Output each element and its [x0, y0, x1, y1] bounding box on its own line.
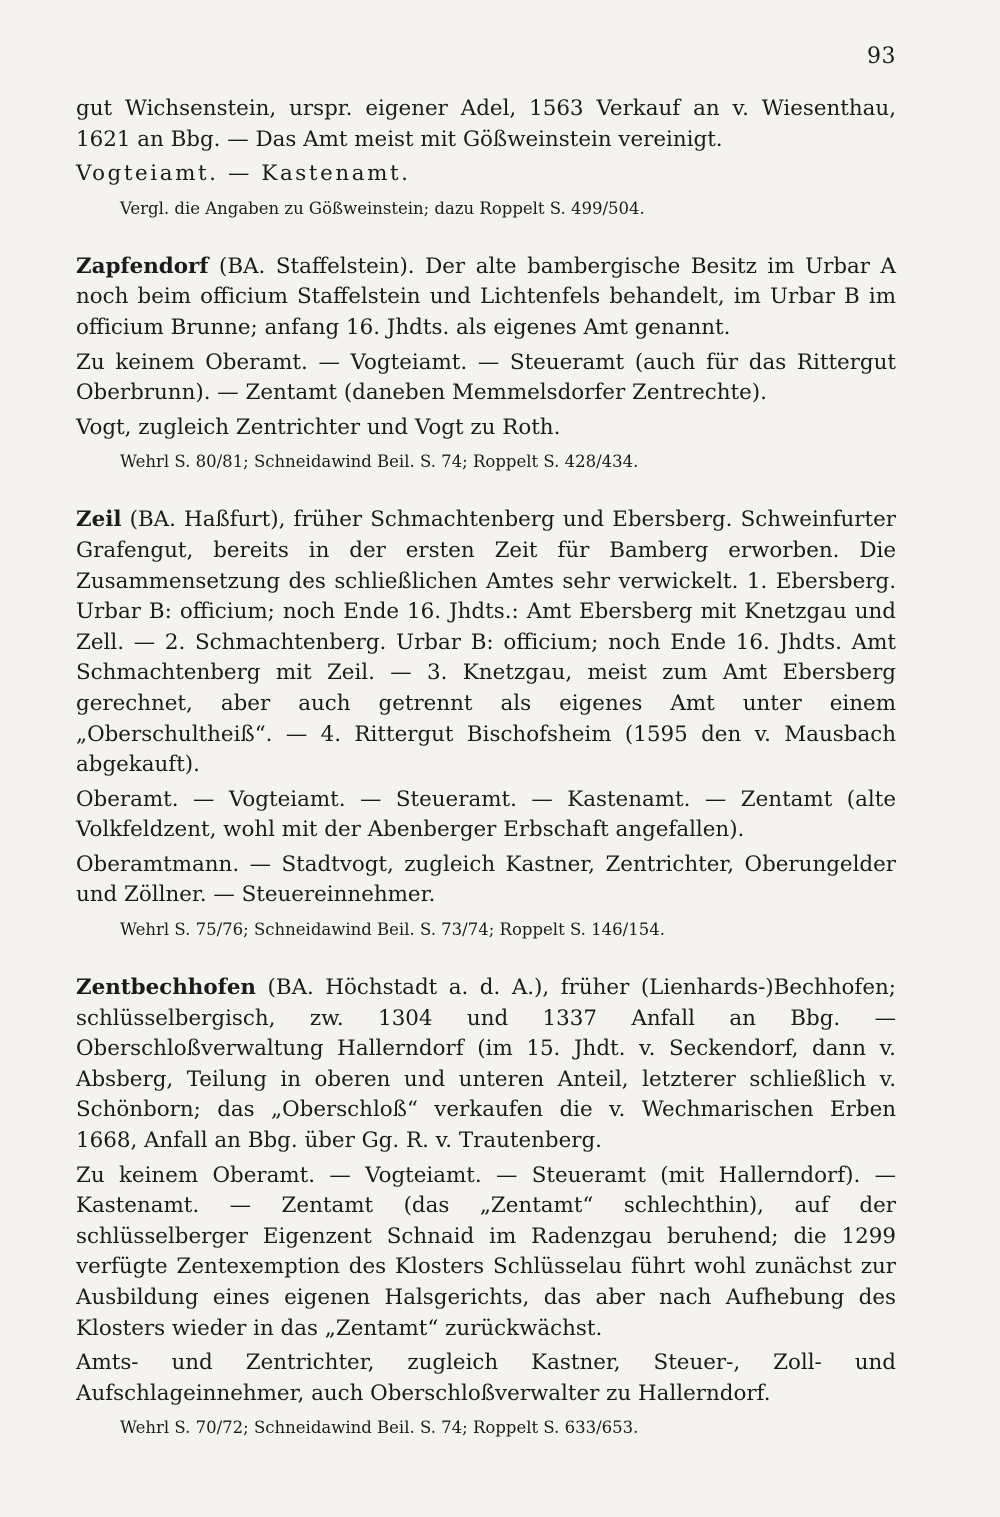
- entry-text: (BA. Staffelstein). Der alte bambergische Besitz im Urbar A noch beim officium Staffelstein und Lichtenfels behandelt, im Urbar B im officium Brunne; anfang 16. Jhdts. als eigenes Amt genannt.: [76, 253, 896, 340]
- entry-paragraph: [76, 252, 896, 344]
- entry-paragraph: [76, 973, 896, 1157]
- entry-zeil: [76, 505, 896, 941]
- intro-offices: [76, 159, 896, 190]
- entry-text: (BA. Höchstadt a. d. A.), früher (Lienhards-)Bechhofen; schlüsselbergisch, zw. 1304 und 1337 Anfall an Bbg. — Oberschloßverwaltung Hallerndorf (im 15. Jhdt. v. Seckendorf, dann v. Absberg, Teilung in oberen und unteren Anteil, letzterer schließlich v. Schönborn; das „Oberschloß“ verkaufen die v. Wechmarischen Erben 1668, Anfall an Bbg. über Gg. R. v. Trautenberg.: [76, 975, 896, 1154]
- entry-text: (BA. Haßfurt), früher Schmachtenberg und Ebersberg. Schweinfurter Grafengut, bereits in der ersten Zeit für Bamberg erworben. Die Zusammensetzung des schließlichen Amtes sehr verwickelt. 1. Ebersberg. Urbar B: officium; noch Ende 16. Jhdts.: Amt Ebersberg mit Knetzgau und Zell. — 2. Schmachtenberg. Urbar B: officium; noch Ende 16. Jhdts. Amt Schmachtenberg mit Zeil. — 3. Knetzgau, meist zum Amt Ebersberg gerechnet, aber auch getrennt als eigenes Amt unter einem „Oberschultheiß“. — 4. Rittergut Bischofsheim (1595 den v. Mausbach abgekauft).: [76, 507, 896, 778]
- page-number: 93: [867, 44, 896, 69]
- entry-reference: Wehrl S. 80/81; Schneidawind Beil. S. 74; Roppelt S. 428/434.: [120, 452, 639, 472]
- entry-offices: Oberamt. — Vogteiamt. — Steueramt. — Kastenamt. — Zentamt (alte Volkfeldzent, wohl mit der Abenberger Erbschaft angefallen).: [76, 786, 896, 843]
- entry-reference: Wehrl S. 75/76; Schneidawind Beil. S. 73/74; Roppelt S. 146/154.: [120, 920, 665, 940]
- entry-lemma: Zeil: [76, 507, 122, 533]
- entry-lemma: Zentbechhofen: [76, 975, 256, 1001]
- entry-lemma: Zapfendorf: [76, 253, 209, 279]
- intro-offices-text: Vogteiamt. — Kastenamt.: [76, 161, 411, 187]
- entry-paragraph: [76, 505, 896, 780]
- page-content: [76, 94, 896, 1439]
- intro-paragraph: gut Wichsenstein, urspr. eigener Adel, 1563 Verkauf an v. Wiesenthau, 1621 an Bbg. — Das Amt meist mit Gößweinstein vereinigt.: [76, 96, 896, 152]
- entry-officials: Oberamtmann. — Stadtvogt, zugleich Kastner, Zentrichter, Oberungelder und Zöllner. — Steuereinnehmer.: [76, 851, 896, 908]
- intro-reference: Vergl. die Angaben zu Gößweinstein; dazu Roppelt S. 499/504.: [120, 198, 645, 218]
- entry-zapfendorf: [76, 252, 896, 474]
- entry-offices: Zu keinem Oberamt. — Vogteiamt. — Steueramt (mit Hallerndorf). — Kastenamt. — Zentamt (das „Zentamt“ schlechthin), auf der schlüsselberger Eigenzent Schnaid im Radenzgau beruhend; die 1299 verfügte Zentexemption des Klosters Schlüsselau führt wohl zunächst zur Ausbildung eines eigenen Halsgerichts, das aber nach Aufhebung des Klosters wieder in das „Zentamt“ zurückwächst.: [76, 1162, 896, 1341]
- intro-section: [76, 94, 896, 220]
- entry-officials: Vogt, zugleich Zentrichter und Vogt zu Roth.: [76, 414, 561, 440]
- entry-offices: Zu keinem Oberamt. — Vogteiamt. — Steueramt (auch für das Rittergut Oberbrunn). — Zentamt (daneben Memmelsdorfer Zentrechte).: [76, 349, 896, 406]
- entry-reference: Wehrl S. 70/72; Schneidawind Beil. S. 74; Roppelt S. 633/653.: [120, 1418, 639, 1438]
- entry-zentbechhofen: [76, 973, 896, 1439]
- entry-officials: Amts- und Zentrichter, zugleich Kastner, Steuer-, Zoll- und Aufschlageinnehmer, auch Oberschloßverwalter zu Hallerndorf.: [76, 1350, 896, 1406]
